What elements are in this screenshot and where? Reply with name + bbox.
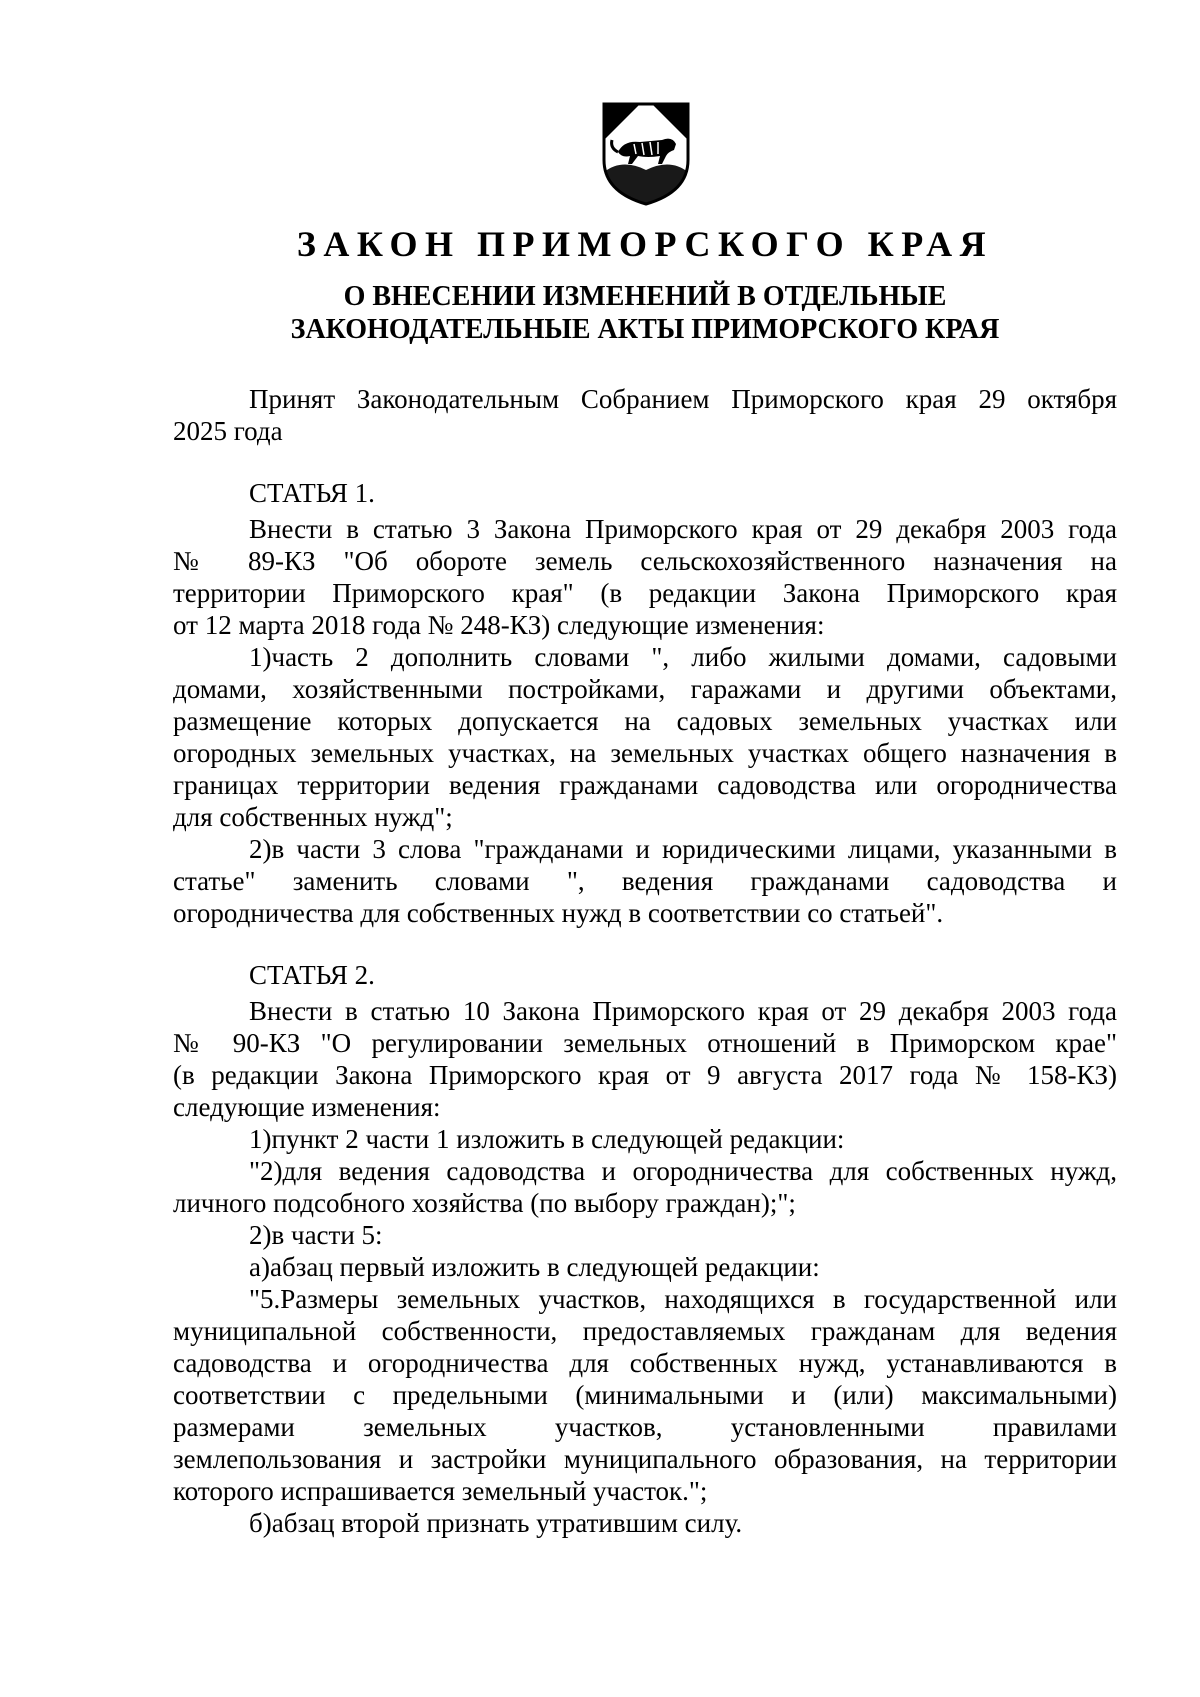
text-line: 1)часть 2 дополнить словами ", либо жилыми домами, садовыми xyxy=(249,642,1117,672)
text-line: Внести в статью 3 Закона Приморского края от 29 декабря 2003 года xyxy=(249,514,1117,544)
text-line: территории Приморского края" (в редакции Закона Приморского края xyxy=(173,578,1117,608)
text-line: б)абзац второй признать утратившим силу. xyxy=(249,1508,743,1538)
text-line: следующие изменения: xyxy=(173,1092,441,1122)
article-heading: СТАТЬЯ 2. xyxy=(249,960,375,990)
subtitle-line: О ВНЕСЕНИИ ИЗМЕНЕНИЙ В ОТДЕЛЬНЫЕ xyxy=(343,281,947,312)
text-line: "5.Размеры земельных участков, находящихся в государственной или xyxy=(249,1284,1117,1314)
text-line: 2025 года xyxy=(173,416,283,446)
text-line: домами, хозяйственными постройками, гаражами и другими объектами, xyxy=(173,674,1117,704)
law-title: ЗАКОН ПРИМОРСКОГО КРАЯ xyxy=(296,224,994,264)
text-line: соответствии с предельными (минимальными и (или) максимальными) xyxy=(173,1380,1117,1410)
subtitle-line: ЗАКОНОДАТЕЛЬНЫЕ АКТЫ ПРИМОРСКОГО КРАЯ xyxy=(290,314,1000,345)
text-line: 2)в части 5: xyxy=(249,1220,383,1250)
text-line: муниципальной собственности, предоставляемых гражданам для ведения xyxy=(173,1316,1117,1346)
text-line: границах территории ведения гражданами садоводства или огородничества xyxy=(173,770,1117,800)
text-line: (в редакции Закона Приморского края от 9 августа 2017 года № 158-КЗ) xyxy=(173,1060,1117,1090)
text-line: размещение которых допускается на садовых земельных участках или xyxy=(173,706,1117,736)
article-heading: СТАТЬЯ 1. xyxy=(249,478,375,508)
text-line: 1)пункт 2 части 1 изложить в следующей редакции: xyxy=(249,1124,845,1154)
text-line: № 90-КЗ "О регулировании земельных отношений в Приморском крае" xyxy=(173,1028,1117,1058)
text-line: а)абзац первый изложить в следующей редакции: xyxy=(249,1252,820,1282)
text-line: личного подсобного хозяйства (по выбору граждан);"; xyxy=(173,1188,796,1218)
primorsky-krai-coat-of-arms-icon xyxy=(600,100,692,208)
text-line: для собственных нужд"; xyxy=(173,802,453,832)
text-line: огородных земельных участках, на земельных участках общего назначения в xyxy=(173,738,1117,768)
document-body xyxy=(173,383,1117,1539)
text-line: Внести в статью 10 Закона Приморского края от 29 декабря 2003 года xyxy=(249,996,1117,1026)
text-line: размерами земельных участков, установленными правилами xyxy=(173,1412,1117,1442)
text-line: огородничества для собственных нужд в соответствии со статьей". xyxy=(173,898,944,928)
law-subtitle xyxy=(173,280,1117,346)
text-line: "2)для ведения садоводства и огородничества для собственных нужд, xyxy=(249,1156,1117,1186)
text-line: Принят Законодательным Собранием Приморского края 29 октября xyxy=(249,384,1117,414)
text-line: 2)в части 3 слова "гражданами и юридическими лицами, указанными в xyxy=(249,834,1117,864)
text-line: № 89-КЗ "Об обороте земель сельскохозяйственного назначения на xyxy=(173,546,1117,576)
text-line: статье" заменить словами ", ведения гражданами садоводства и xyxy=(173,866,1117,896)
text-line: от 12 марта 2018 года № 248-КЗ) следующие изменения: xyxy=(173,610,825,640)
text-line: садоводства и огородничества для собственных нужд, устанавливаются в xyxy=(173,1348,1117,1378)
text-line: землепользования и застройки муниципального образования, на территории xyxy=(173,1444,1117,1474)
text-line: которого испрашивается земельный участок."; xyxy=(173,1476,708,1506)
